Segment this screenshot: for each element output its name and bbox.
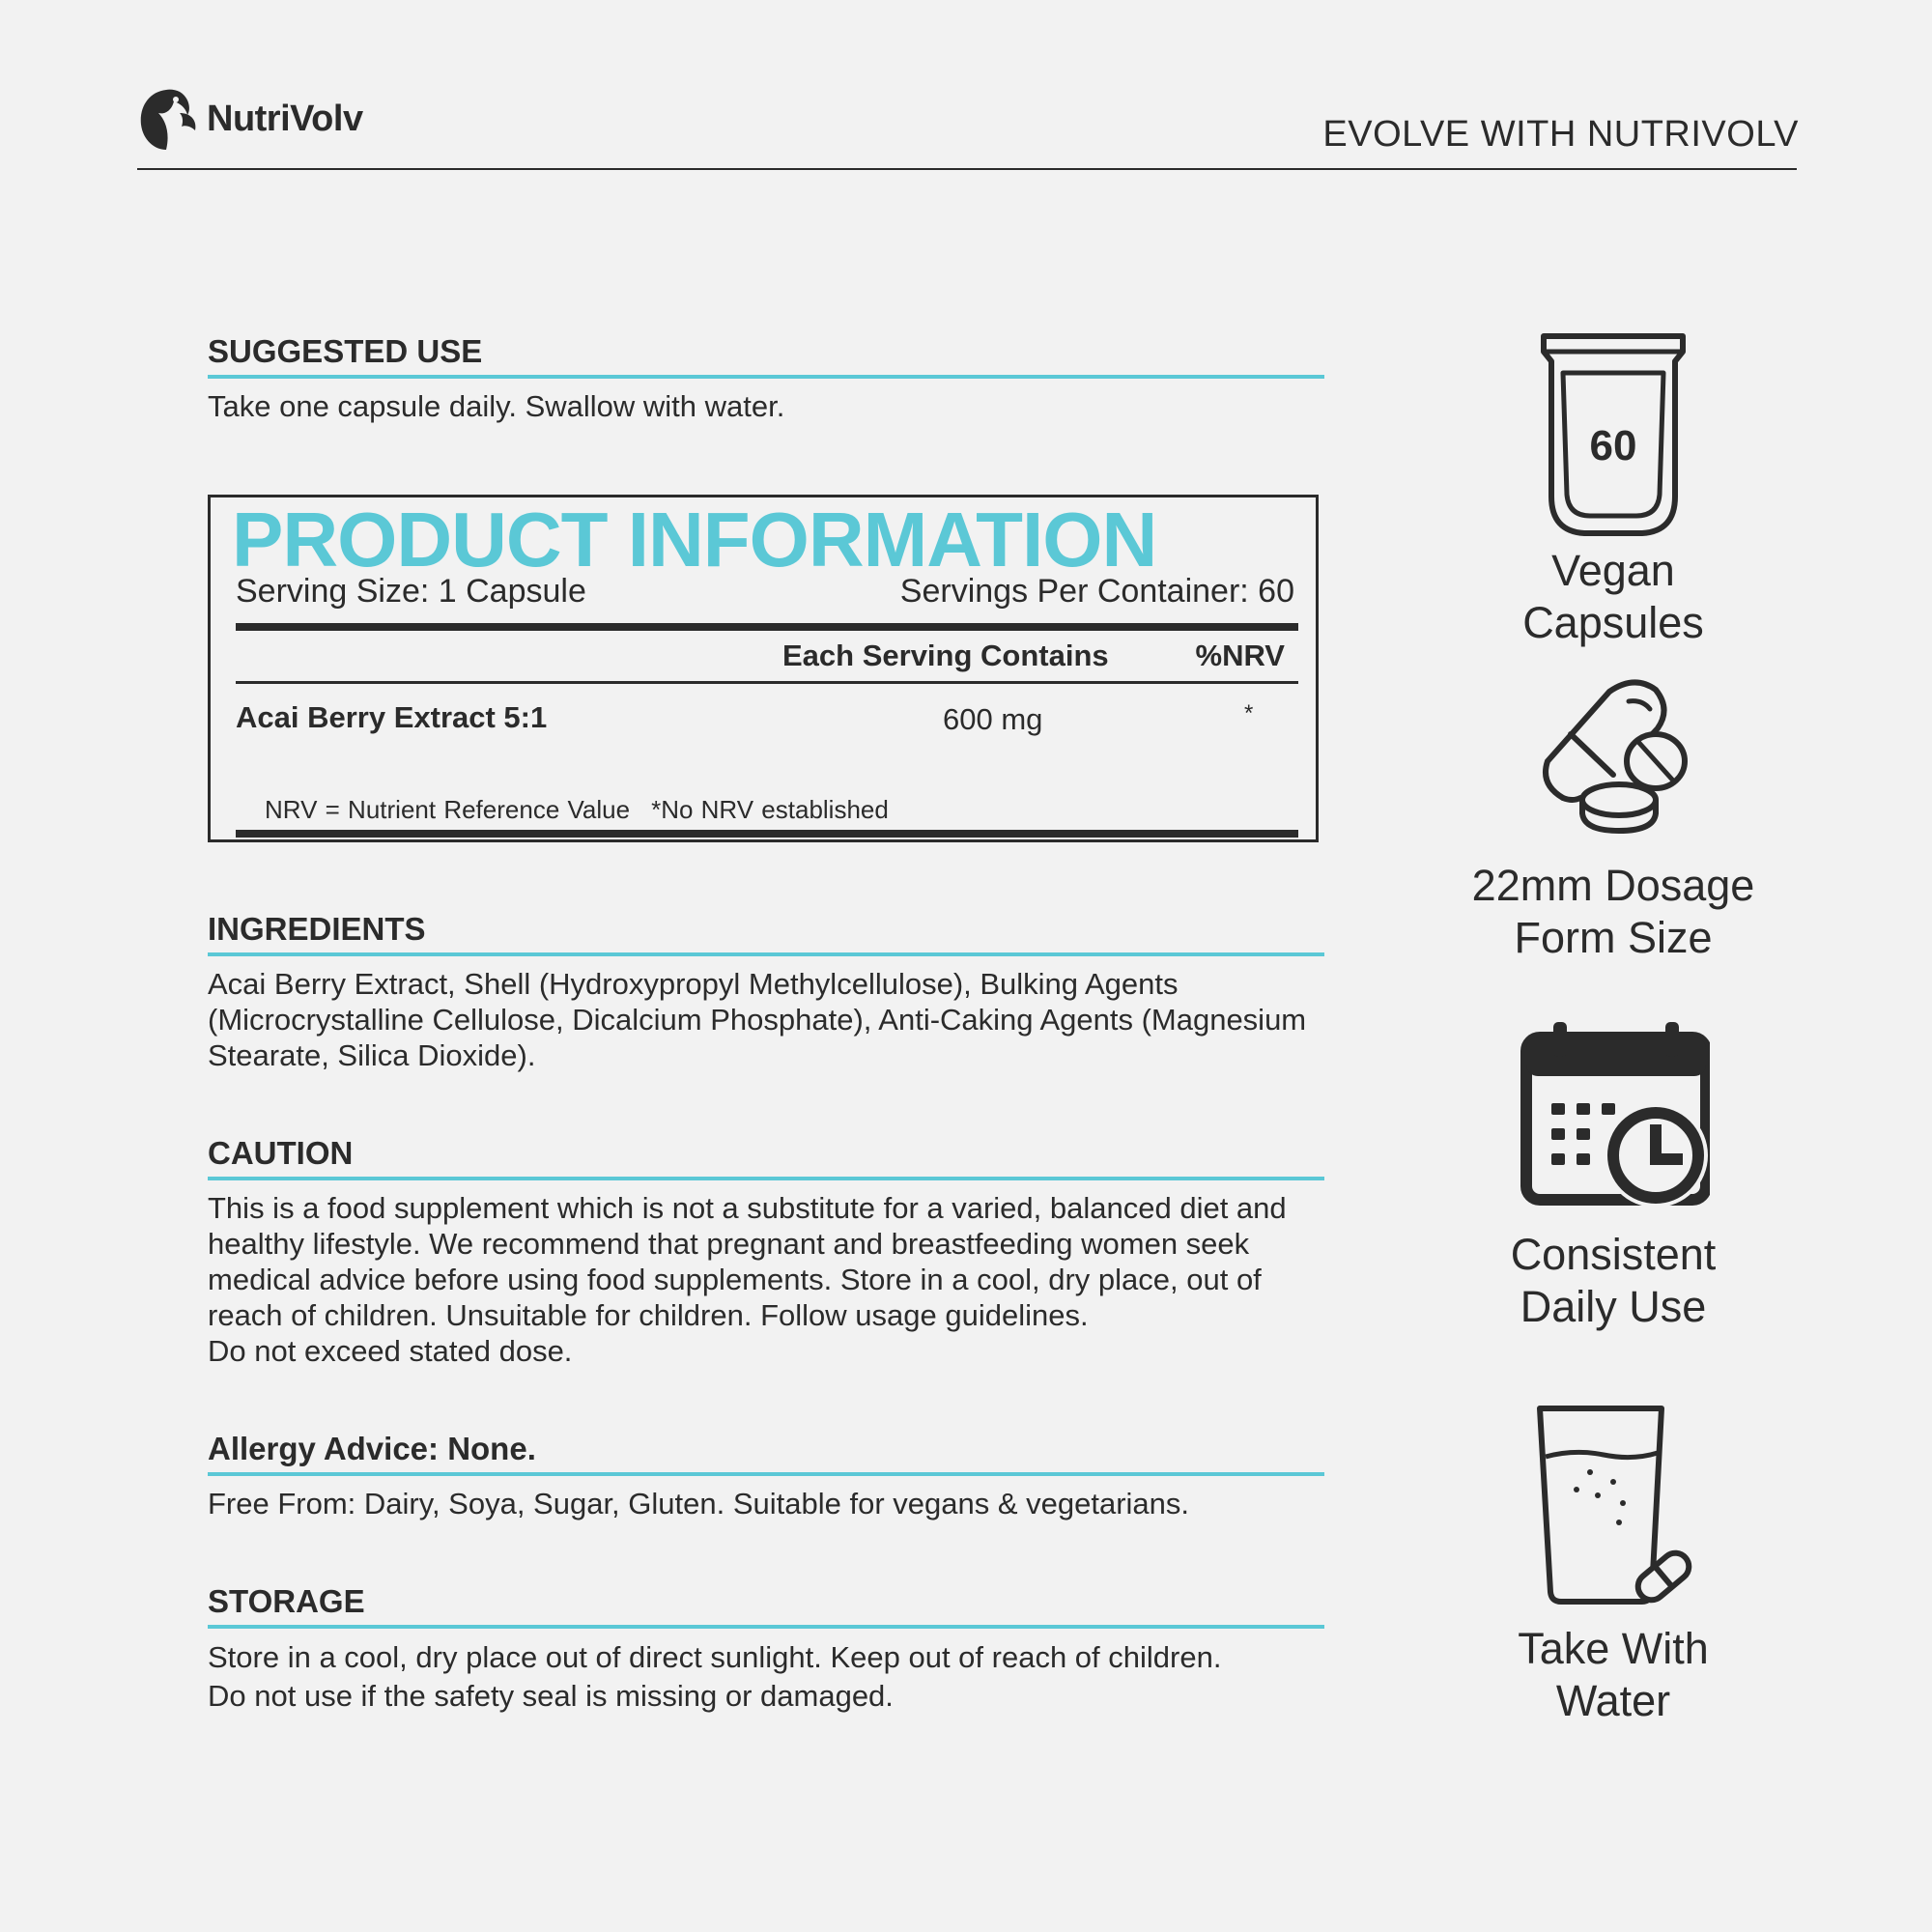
brand-tagline: EVOLVE WITH NUTRIVOLV (1322, 114, 1799, 155)
column-header-nrv: %NRV (1195, 639, 1285, 672)
caution-text (208, 1190, 1324, 1369)
feature-vegan-capsules (1430, 332, 1797, 649)
caution-section (208, 1136, 1324, 1369)
caution-line: reach of children. Unsuitable for children. Follow usage guidelines. (208, 1298, 1089, 1333)
brand-name: NutriVolv (207, 98, 363, 139)
water-glass-icon (1517, 1403, 1710, 1607)
allergy-heading: Allergy Advice: None. (208, 1432, 1324, 1476)
suggested-use-heading: SUGGESTED USE (208, 334, 1324, 379)
storage-line: Store in a cool, dry place out of direct sunlight. Keep out of reach of children. (208, 1640, 1222, 1675)
feature-label-line: Consistent (1510, 1230, 1717, 1279)
feature-label (1430, 1229, 1797, 1333)
feature-label (1430, 545, 1797, 649)
feature-daily-use (1430, 1020, 1797, 1333)
feature-take-with-water (1430, 1403, 1797, 1727)
servings-per-container: Servings Per Container: 60 (899, 573, 1294, 610)
allergy-section (208, 1432, 1324, 1521)
feature-label (1430, 860, 1797, 964)
table-rule-header (236, 681, 1298, 684)
calendar-clock-icon (1517, 1020, 1710, 1209)
pouch-icon (1536, 332, 1690, 539)
storage-line: Do not use if the safety seal is missing or damaged. (208, 1679, 894, 1714)
brand-logo (137, 85, 363, 153)
table-rule-top (236, 623, 1298, 631)
pouch-count: 60 (1589, 422, 1637, 469)
product-information-title: PRODUCT INFORMATION (232, 497, 1157, 582)
caution-line: This is a food supplement which is not a substitute for a varied, balanced diet and (208, 1191, 1287, 1226)
suggested-use-text: Take one capsule daily. Swallow with water. (208, 389, 785, 424)
feature-label-line: Form Size (1514, 913, 1713, 962)
nutrient-nrv: * (1244, 700, 1254, 726)
storage-heading: STORAGE (208, 1584, 1324, 1629)
caution-line: medical advice before using food supplements. Store in a cool, dry place, out of (208, 1263, 1262, 1297)
table-footnote (265, 795, 889, 825)
storage-section (208, 1584, 1324, 1716)
feature-label-line: Water (1555, 1676, 1671, 1725)
caution-line: healthy lifestyle. We recommend that pregnant and breastfeeding women seek (208, 1227, 1250, 1262)
ingredients-section (208, 912, 1324, 1073)
allergy-text: Free From: Dairy, Soya, Sugar, Gluten. Suitable for vegans & vegetarians. (208, 1487, 1190, 1521)
feature-dosage-size (1430, 678, 1797, 964)
suggested-use-section (208, 334, 1324, 424)
caution-heading: CAUTION (208, 1136, 1324, 1180)
footnote-nrv: NRV = Nutrient Reference Value (265, 795, 631, 824)
ingredients-heading: INGREDIENTS (208, 912, 1324, 956)
serving-size: Serving Size: 1 Capsule (236, 573, 586, 610)
column-header-contains: Each Serving Contains (782, 639, 1109, 672)
nutrient-name: Acai Berry Extract 5:1 (236, 700, 548, 734)
feature-label-line: Vegan (1551, 546, 1675, 595)
storage-text (208, 1638, 1324, 1716)
footnote-star: *No NRV established (651, 795, 889, 824)
parrot-logo-icon (137, 86, 199, 152)
feature-label (1430, 1623, 1797, 1727)
feature-label-line: Take With (1518, 1624, 1709, 1673)
capsule-tablets-icon (1536, 678, 1690, 842)
table-rule-bottom (236, 830, 1298, 838)
caution-line: Do not exceed stated dose. (208, 1334, 573, 1369)
feature-label-line: 22mm Dosage (1471, 861, 1755, 910)
feature-label-line: Capsules (1522, 598, 1704, 647)
header-divider (137, 168, 1797, 170)
ingredients-text: Acai Berry Extract, Shell (Hydroxypropyl Methylcellulose), Bulking Agents (Microcrystalline Cellulose, Dicalcium Phosphate), Anti-Caking Agents (Magnesium Stearate, Silica Dioxide). (208, 967, 1307, 1073)
product-information-box (208, 495, 1319, 842)
feature-label-line: Daily Use (1520, 1282, 1707, 1331)
nutrient-amount: 600 mg (943, 702, 1043, 736)
